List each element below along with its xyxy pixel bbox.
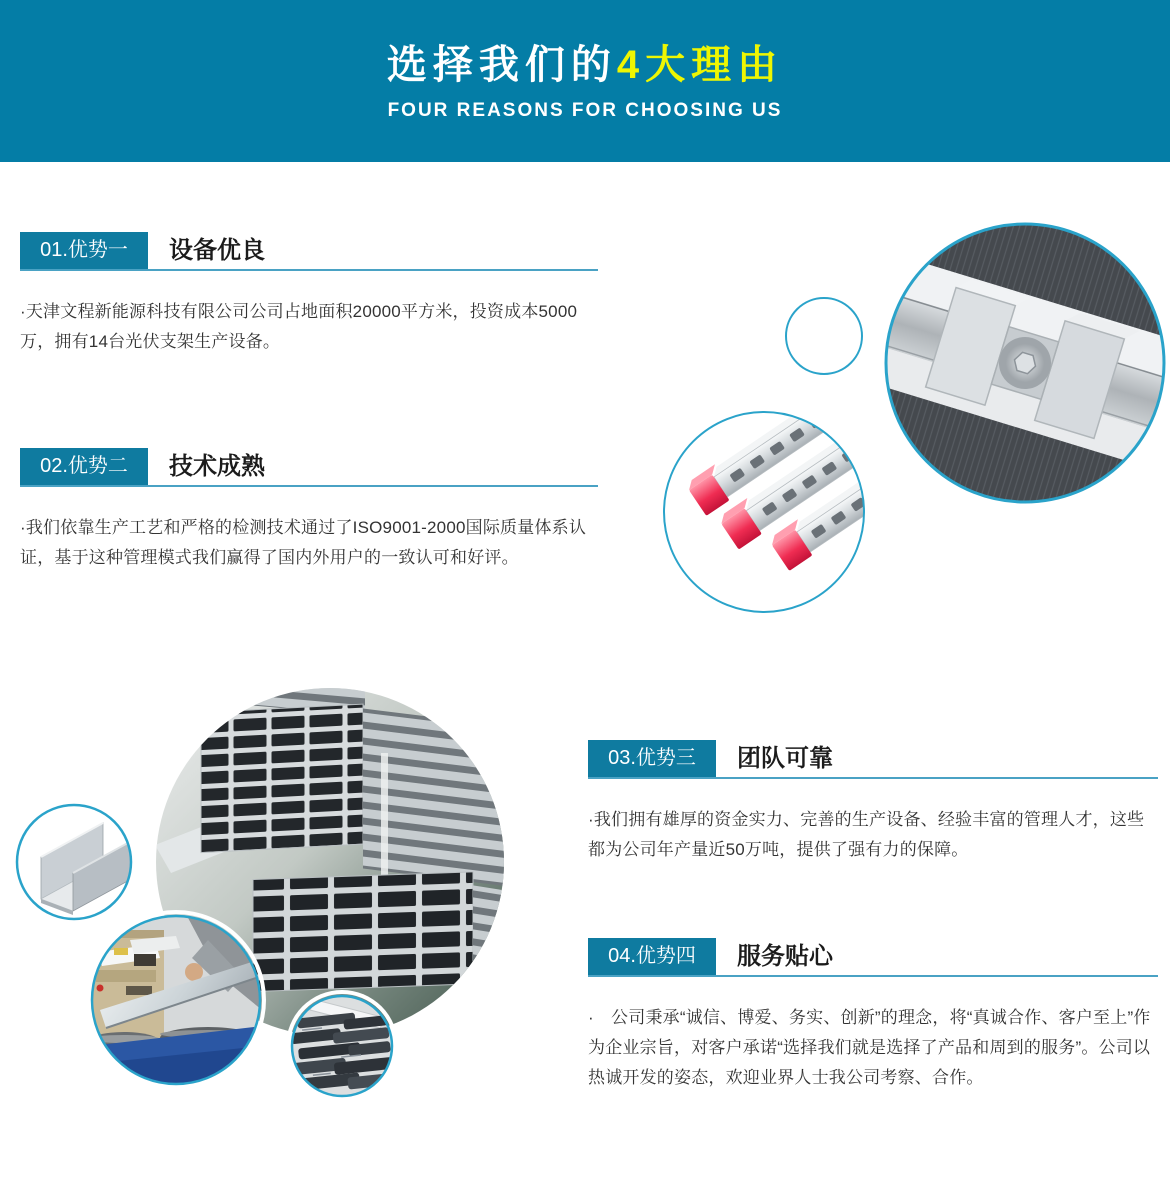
advantage-section-1 (20, 232, 598, 357)
advantage-4-title: 服务贴心 (737, 943, 833, 970)
advantage-section-2 (20, 448, 598, 573)
advantage-4-header (588, 938, 1158, 977)
advantage-section-3 (588, 740, 1158, 865)
advantage-1-body: ·天津文程新能源科技有限公司公司占地面积20000平方米，投资成本5000万，拥有14台光伏支架生产设备。 (20, 302, 578, 351)
advantage-1-header (20, 232, 598, 271)
u-channel-photo (15, 803, 133, 921)
advantage-2-title: 技术成熟 (169, 453, 265, 480)
advantage-4-body: · 公司秉承“诚信、博爱、务实、创新”的理念，将“真诚合作、客户至上”作为企业宗旨，对客户承诺“选择我们就是选择了产品和周到的服务”。公司以热诚开发的姿态，欢迎业界人士我公司考察、合作。 (588, 1008, 1151, 1087)
advantage-1-title: 设备优良 (169, 237, 265, 264)
advantage-4-badge: 04.优势四 (588, 938, 716, 975)
advantage-1-badge: 01.优势一 (20, 232, 148, 269)
advantage-section-4 (588, 938, 1158, 1093)
banner-subtitle: FOUR REASONS FOR CHOOSING US (387, 100, 783, 121)
advantage-3-badge: 03.优势三 (588, 740, 716, 777)
advantage-3-body: ·我们拥有雄厚的资金实力、完善的生产设备、经验丰富的管理人才，这些都为公司年产量近50万吨，提供了强有力的保障。 (588, 810, 1145, 859)
solar-clamp-photo (883, 221, 1167, 505)
advantage-2-badge: 02.优势二 (20, 448, 148, 485)
banner-title-highlight: 4大理由 (616, 43, 784, 87)
dark-steel-stack-photo (290, 994, 394, 1098)
decorative-ring (785, 297, 863, 375)
advantage-3-header (588, 740, 1158, 779)
banner-title-main: 选择我们的 (386, 43, 617, 87)
advantage-2-header (20, 448, 598, 487)
banner-title (0, 42, 1170, 88)
factory-machine-photo (90, 914, 262, 1086)
advantage-3-title: 团队可靠 (737, 745, 833, 772)
advantage-2-body: ·我们依靠生产工艺和严格的检测技术通过了ISO9001-2000国际质量体系认证，基于这种管理模式我们赢得了国内外用户的一致认可和好评。 (20, 518, 587, 567)
red-cap-rails-photo (663, 411, 865, 613)
banner (0, 0, 1170, 162)
